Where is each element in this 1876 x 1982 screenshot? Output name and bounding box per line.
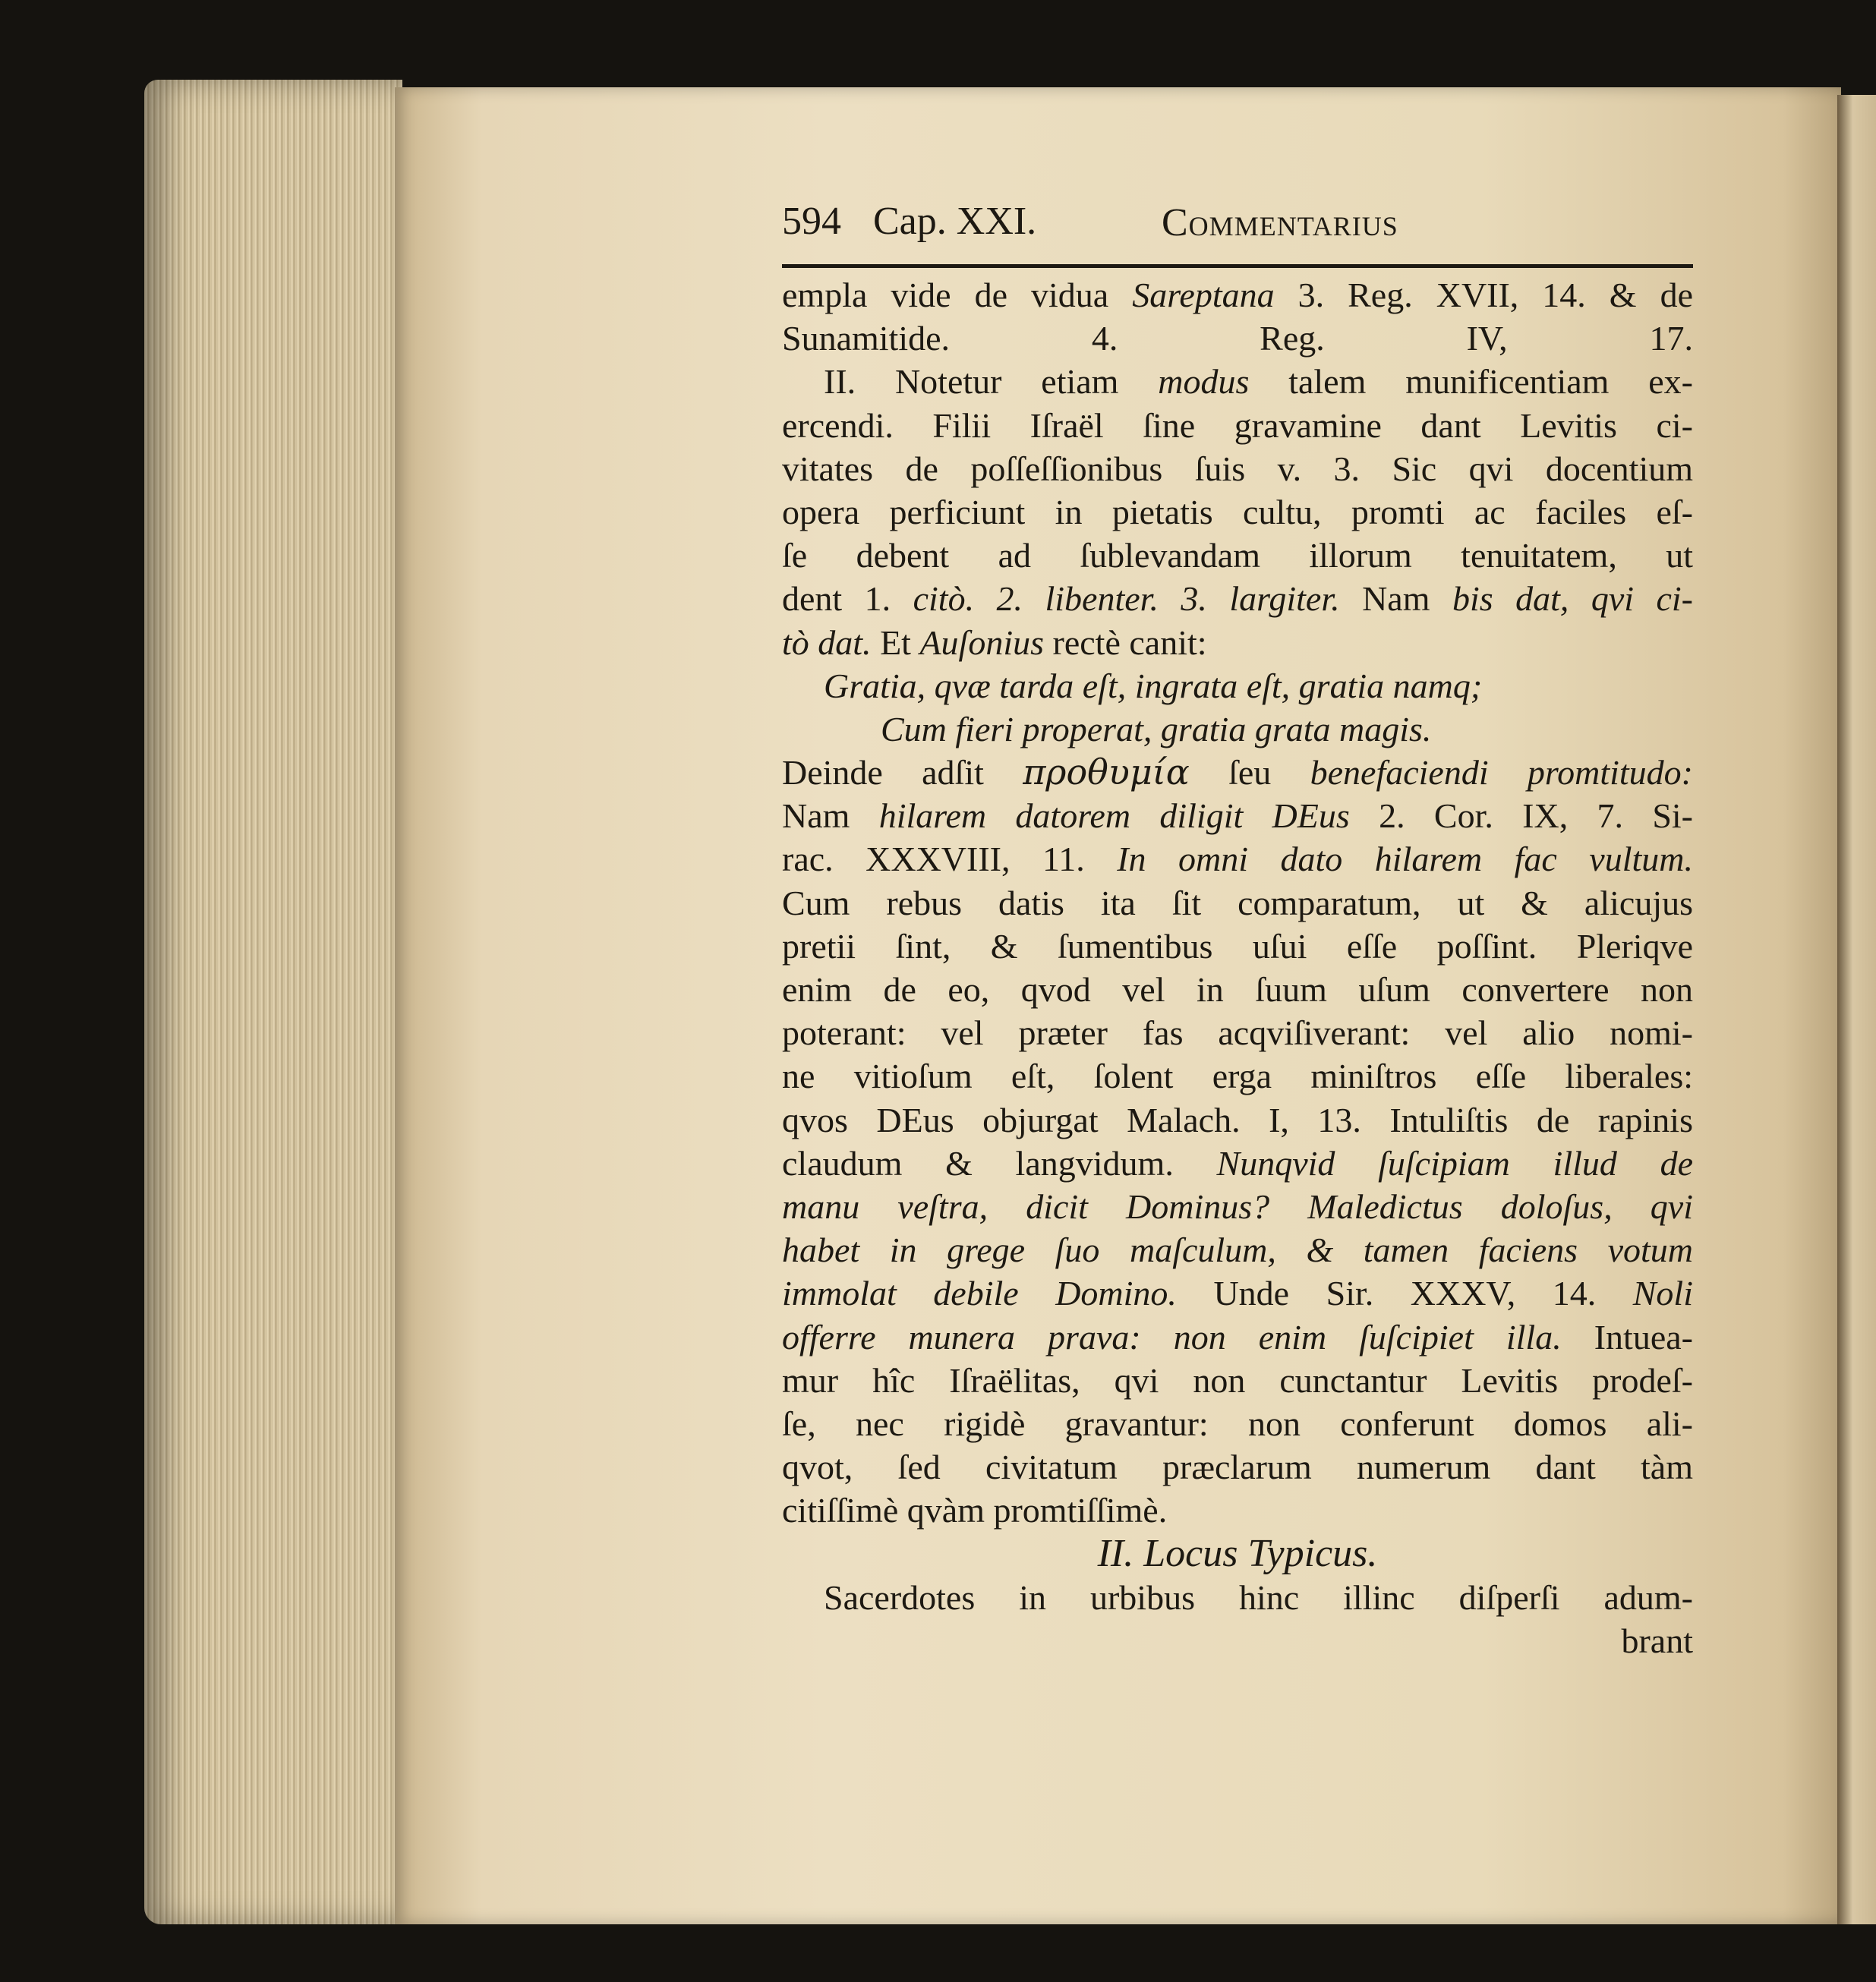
text-run: ſe, nec rigidè gravantur: non conferunt domos ali- — [782, 1404, 1693, 1443]
text-run: rac. XXXVIII, 11. — [782, 840, 1118, 879]
text-run: Deinde adſit — [782, 753, 1023, 792]
text-run: Nam — [1339, 579, 1452, 619]
text-run: Cum rebus datis ita ſit comparatum, ut & alicujus — [782, 883, 1693, 922]
text-run: habet in grege ſuo maſculum, & tamen faciens votum — [782, 1230, 1693, 1270]
text-run: ſe debent ad ſublevandam illorum tenuitatem, ut — [782, 536, 1693, 575]
text-line — [782, 968, 1693, 1011]
text-line — [782, 794, 1693, 837]
text-line — [782, 1185, 1693, 1228]
text-run: hilarem datorem diligit DEus — [878, 796, 1350, 836]
text-run: Sacerdotes in urbibus hinc illinc diſperſi adum- — [824, 1577, 1693, 1617]
text-run: mur hîc Iſraëlitas, qvi non cunctantur Levitis prodeſ- — [782, 1360, 1693, 1400]
text-run: enim de eo, qvod vel in ſuum uſum convertere non — [782, 970, 1693, 1009]
text-line — [782, 1359, 1693, 1402]
text-run: qvot, ſed civitatum præclarum numerum dant tàm — [782, 1448, 1693, 1487]
text-line — [782, 1098, 1693, 1142]
body-lines — [782, 273, 1693, 1532]
text-run: citò. 2. libenter. 3. largiter. — [913, 579, 1340, 619]
text-line — [782, 1489, 1693, 1532]
text-line — [782, 621, 1693, 664]
text-run: bis dat, qvi ci- — [1452, 579, 1693, 619]
text-run: Unde Sir. XXXV, 14. — [1176, 1274, 1633, 1313]
text-run: citiſſimè qvàm promtiſſimè. — [782, 1491, 1168, 1530]
text-line — [782, 881, 1693, 925]
text-run: ne vitioſum eſt, ſolent erga miniſtros eſſe liberales: — [782, 1057, 1693, 1096]
text-run: vitates de poſſeſſionibus ſuis v. 3. Sic qvi docentium — [782, 449, 1693, 488]
text-run: dent 1. — [782, 579, 913, 619]
text-line — [782, 925, 1693, 968]
text-run: Cum fieri properat, gratia grata magis. — [881, 709, 1432, 748]
facing-page-edge — [1837, 95, 1876, 1924]
text-run: Noli — [1632, 1274, 1693, 1313]
text-line — [782, 1402, 1693, 1445]
text-line — [782, 577, 1693, 620]
text-line — [782, 1142, 1693, 1185]
text-run: pretii ſint, & ſumentibus uſui eſſe poſſint. Pleriqve — [782, 926, 1693, 966]
text-run: qvos DEus objurgat Malach. I, 13. Intuliſtis de rapinis — [782, 1100, 1693, 1139]
text-run: immolat debile Domino. — [782, 1274, 1177, 1313]
text-line — [782, 1011, 1693, 1054]
text-run: Sunamitide. 4. Reg. IV, 17. — [782, 319, 1693, 358]
text-run: offerre munera prava: non enim ſuſcipiet illa. — [782, 1317, 1562, 1357]
text-run: claudum & langvidum. — [782, 1143, 1217, 1183]
text-line — [782, 1271, 1693, 1315]
text-line — [782, 1228, 1693, 1271]
text-run: Sareptana — [1132, 276, 1275, 314]
section-heading: II. Locus Typicus. — [1097, 1532, 1378, 1576]
text-line — [782, 837, 1693, 881]
text-line — [782, 1316, 1693, 1359]
text-run: opera perficiunt in pietatis cultu, promti ac faciles eſ- — [782, 492, 1693, 531]
text-line — [782, 490, 1693, 534]
text-run: προθυμία — [1023, 752, 1190, 793]
page-number: 594 — [782, 200, 841, 243]
text-run: Gratia, qvæ tarda eſt, ingrata eſt, gratia namq; — [824, 666, 1483, 705]
text-line — [782, 534, 1693, 577]
text-line — [782, 1576, 1693, 1619]
text-run: Et — [871, 622, 920, 662]
running-title: Commentarius — [1162, 201, 1398, 244]
text-run: II. Notetur etiam — [824, 362, 1159, 402]
text-run: Auſonius — [919, 622, 1045, 662]
text-run: manu veſtra, dicit Dominus? Maledictus doloſus, qvi — [782, 1186, 1693, 1226]
text-line — [782, 360, 1693, 403]
page-edges — [144, 80, 402, 1924]
text-run: tò dat. — [782, 622, 872, 662]
text-line — [782, 664, 1693, 707]
text-run: Nam — [782, 796, 879, 836]
text-line — [782, 1445, 1693, 1489]
text-run: ſeu — [1189, 753, 1310, 792]
text-line — [782, 447, 1693, 490]
body-text — [782, 273, 1693, 1662]
text-run: ercendi. Filii Iſraël ſine gravamine dant Levitis ci- — [782, 405, 1693, 445]
text-run: Nunqvid ſuſcipiam illud de — [1216, 1143, 1693, 1183]
header-rule — [782, 264, 1693, 268]
page-header — [782, 199, 1693, 252]
text-run: rectè canit: — [1044, 622, 1207, 662]
text-line — [782, 404, 1693, 447]
text-line — [782, 751, 1693, 794]
text-run: empla vide de vidua — [782, 276, 1133, 314]
chapter-label: Cap. XXI. — [873, 200, 1037, 243]
closing-lines — [782, 1576, 1693, 1619]
catchword: brant — [1621, 1621, 1693, 1660]
text-run: 2. Cor. IX, 7. Si- — [1349, 796, 1693, 836]
text-line — [782, 317, 1693, 360]
text-line — [782, 707, 1693, 751]
text-run: Intuea- — [1561, 1317, 1693, 1357]
text-line — [782, 1054, 1693, 1098]
text-line — [782, 273, 1693, 317]
text-run: modus — [1158, 362, 1250, 402]
text-run: benefaciendi promtitudo: — [1310, 753, 1693, 792]
text-run: In omni dato hilarem fac vultum. — [1117, 840, 1693, 879]
text-run: poterant: vel præter fas acqviſiverant: vel alio nomi- — [782, 1013, 1693, 1053]
text-run: 3. Reg. XVII, 14. & de — [1274, 276, 1693, 314]
text-run: talem munificentiam ex- — [1249, 362, 1693, 402]
